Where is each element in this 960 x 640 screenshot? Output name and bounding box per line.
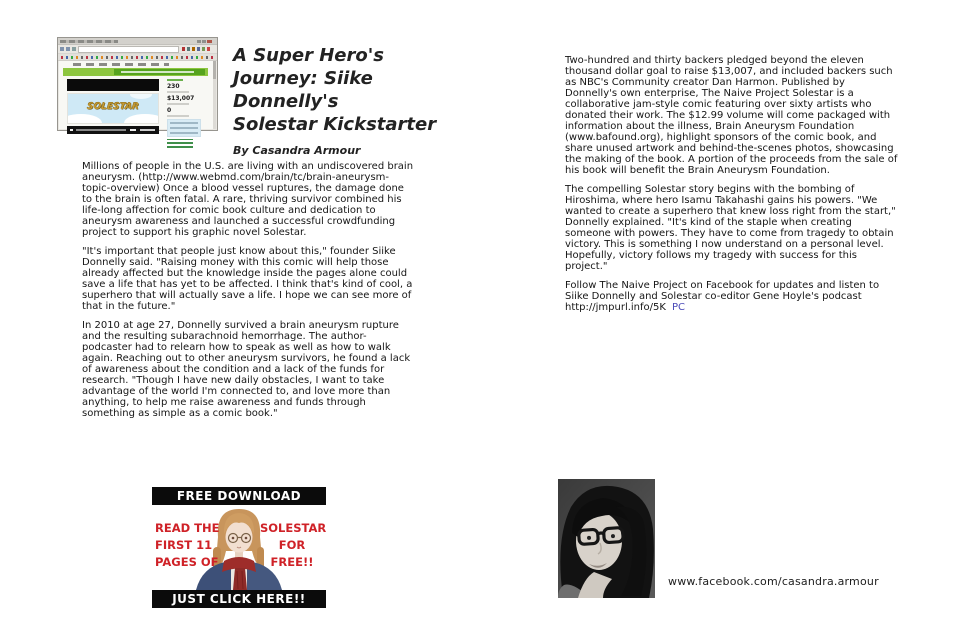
site-nav-links [73,63,169,66]
kickstarter-screenshot-thumbnail [57,37,218,131]
backers-count: 230 [167,83,180,90]
ad-right-line-2: FOR [278,538,306,552]
bookmark-favicons [61,56,214,59]
cloud-shape [130,93,152,99]
project-media-column [67,79,159,134]
time-left: 0 [167,107,172,114]
backers-caption [167,91,189,93]
paragraph-intro: Millions of people in the U.S. are living with an undiscovered brain aneurysm. (http://www.webmd.com/brain/tc/brain-aneurysm-topic-overview) Once a blood vessel ruptures, the damage done to the brain is often fatal. A rare, thriving survivor combined his life-long affection for comic book culture and dedication to aneurysm awareness and launched a successful crowdfunding project to support his graphic novel Solestar. [82,161,414,238]
ad-left-line-1: READ THE [155,521,220,535]
pledged-caption [167,103,189,105]
ad-text-right [260,520,324,571]
browser-tab-bar [58,38,217,45]
cloud-shape [124,114,159,124]
ad-left-line-2: FIRST 11 [155,538,213,552]
byline: By Casandra Armour [233,144,361,157]
browser-address-bar [58,45,217,54]
facebook-url: www.facebook.com/casandra.armour [668,575,879,588]
browser-scrollbar [213,61,216,129]
ad-right-line-3: FREE!! [270,555,314,569]
title-line-2: Journey: Siike Donnelly's [233,68,373,112]
paragraph-story: The compelling Solestar story begins with the bombing of Hiroshima, where hero Isamu Takahashi gains his powers. "We wanted to create a superhero that knew loss right from the start," Donnelly explained. "It's kind of the staple when creating someone with powers. They have to come from tragedy to obtain victory. This is something I now understand on a personal level. Hopefully, victory follows my tragedy with success for this project." [565,184,896,272]
free-download-banner[interactable]: FREE DOWNLOAD [152,487,326,505]
left-column [82,161,414,427]
paragraph-quote-1: "It's important that people just know about this," founder Siike Donnelly said. "Raising money with this comic will help those already affected but the knowledge inside the pages alone could save a life that has yet to be affected. I think that's kind of cool, a superhero that will actually save a life. I hope we can see more of that in the future." [82,246,413,312]
sidebar-links [167,139,193,148]
paragraph-follow [565,280,898,313]
just-click-here-banner[interactable]: JUST CLICK HERE!! [152,590,326,608]
funded-label [167,79,183,81]
funded-banner-text [121,71,194,73]
paragraph-backstory: In 2010 at age 27, Donnelly survived a brain aneurysm rupture and the resulting subarachnoid hemorrhage. The author-podcaster had to relearn how to speak as well as how to walk again. Reaching out to other aneurysm survivors, he found a lack of awareness about the condition and a lack of the funds for research. "Though I have new daily obstacles, I want to take advantage of the world I'm connected to, and love more than anything, to help me raise awareness and funds through something as simple as a comic book." [82,320,411,419]
project-stats-sidebar [167,79,201,148]
solestar-logo: SOLESTAR [86,102,140,112]
ad-right-line-1: SOLESTAR [260,521,326,535]
ad-body[interactable] [152,505,326,590]
browser-tabs-icon [60,40,118,43]
url-field [78,46,179,53]
time-left-caption [167,115,189,117]
extension-icons [182,47,214,51]
creator-info-lines [170,122,198,134]
follow-text: Follow The Naive Project on Facebook for updates and listen to Siike Donnelly and Solestar co-editor Gene Hoyle's podcast http://jmpurl.info/5K [565,280,880,313]
paragraph-backers: Two-hundred and thirty backers pledged beyond the eleven thousand dollar goal to raise $13,007, and included backers such as NBC's Community creator Dan Harmon. Published by Donnelly's own enterprise, The Naive Project Solestar is a collaborative jam-style comic featuring over sixty artists who donated their work. The $12.99 volume will come packaged with information about the illness, Brain Aneurysm Foundation (www.bafound.org), highlight sponsors of the comic book, and share unused artwork and behind-the-scenes photos, showcasing the making of the book. A portion of the proceeds from the sale of his book will benefit the Brain Aneurysm Foundation. [565,55,898,176]
pledged-amount: $13,007 [167,95,195,102]
ad-text-left [155,520,220,571]
article-header [233,44,483,157]
back-forward-icon [60,47,76,51]
project-title-bar [67,79,159,91]
ad-left-line-3: PAGES OF [155,555,219,569]
author-photo [558,479,655,598]
creator-info-box [167,119,201,137]
project-main-area [67,79,210,127]
free-download-ad[interactable] [152,487,326,608]
solestar-cover-image [67,93,159,124]
window-controls-icon [197,40,215,43]
podcast-link[interactable]: PC [671,302,685,313]
player-controls-icon [70,129,155,131]
video-player-bar [67,126,159,134]
cloud-shape [67,114,102,124]
title-line-1: A Super Hero's [233,45,384,66]
kickstarter-page [59,61,216,129]
funded-banner [63,68,208,76]
title-line-3: Solestar Kickstarter [233,114,437,135]
right-column [565,55,898,321]
bookmarks-bar [58,54,217,61]
page-title [233,44,483,136]
scrollbar-thumb [213,61,216,79]
